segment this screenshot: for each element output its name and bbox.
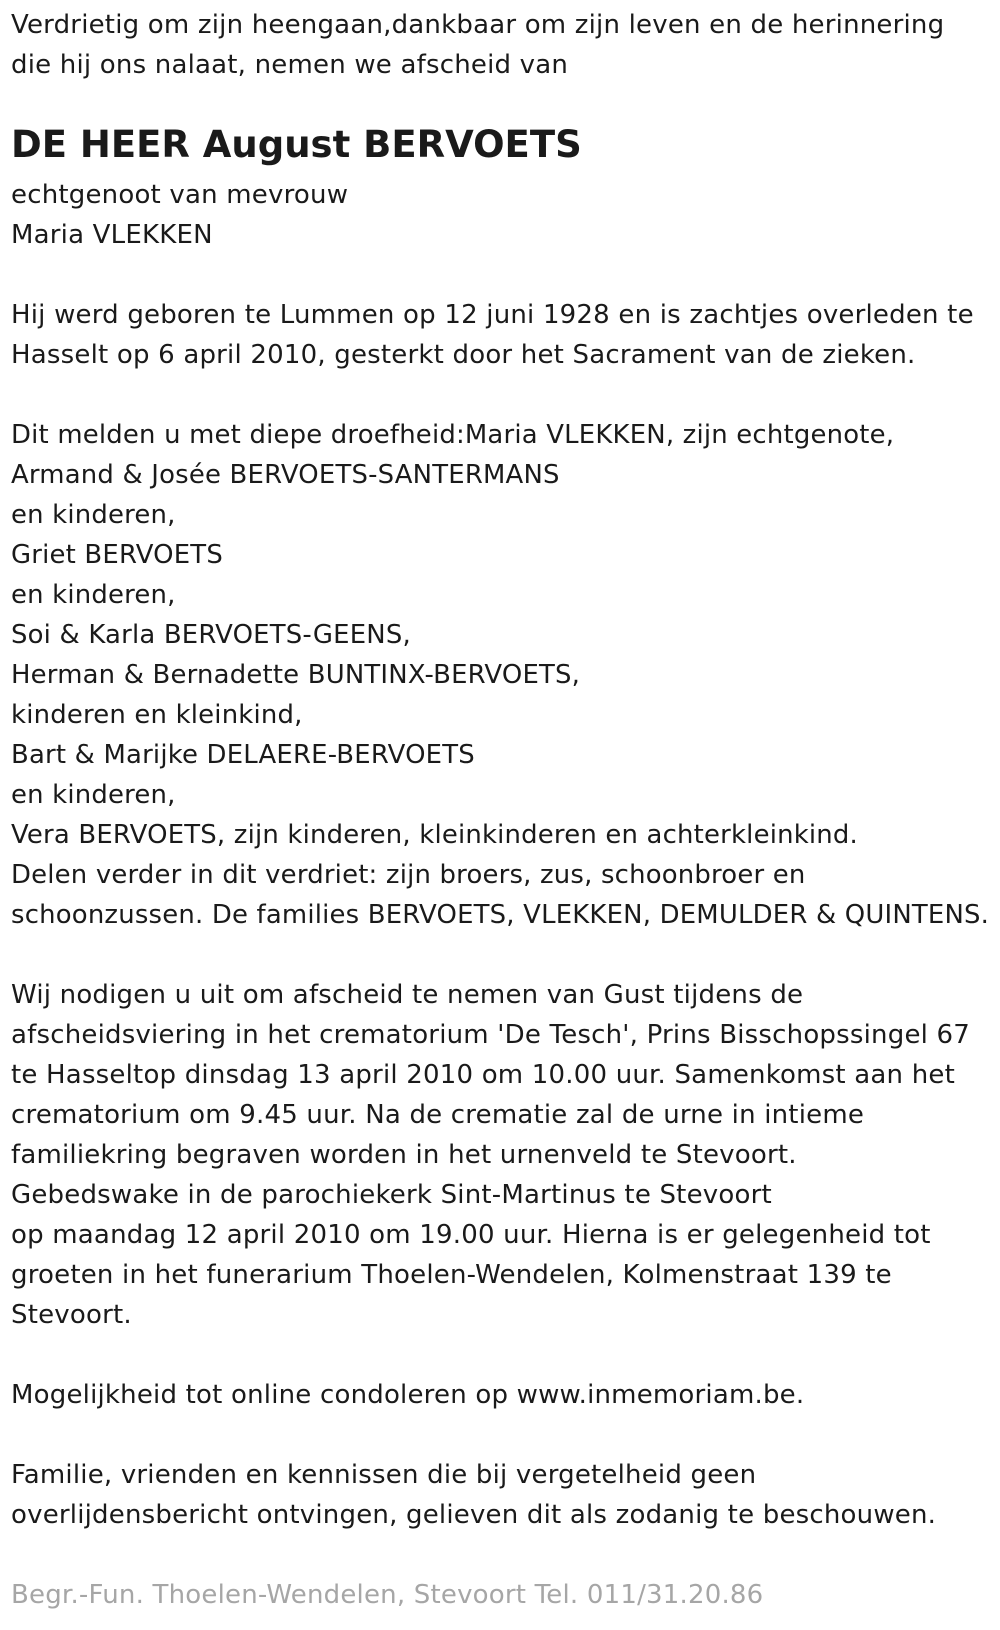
intro-line: Verdrietig om zijn heengaan,dankbaar om zijn leven en de herinnering: [11, 10, 945, 40]
funeral-home-footer: Begr.-Fun. Thoelen-Wendelen, Stevoort Tel. 011/31.20.86: [11, 1580, 764, 1610]
online-condolence-paragraph: [11, 1375, 804, 1415]
spouse-paragraph: [11, 175, 348, 255]
spouse-line: Maria VLEKKEN: [11, 220, 213, 250]
service-line: te Hasseltop dinsdag 13 april 2010 om 10.00 uur. Samenkomst aan het: [11, 1060, 955, 1090]
notice-line: overlijdensbericht ontvingen, gelieven dit als zodanig te beschouwen.: [11, 1500, 937, 1530]
notice-line: Familie, vrienden en kennissen die bij vergetelheid geen: [11, 1460, 757, 1490]
family-line: Soi & Karla BERVOETS-GEENS,: [11, 620, 411, 650]
family-line: kinderen en kleinkind,: [11, 700, 303, 730]
birth-death-line: Hasselt op 6 april 2010, gesterkt door het Sacrament van de zieken.: [11, 340, 916, 370]
family-line: en kinderen,: [11, 500, 176, 530]
service-line: crematorium om 9.45 uur. Na de crematie zal de urne in intieme: [11, 1100, 865, 1130]
spouse-line: echtgenoot van mevrouw: [11, 180, 349, 210]
family-paragraph: [11, 415, 993, 935]
service-line: groeten in het funerarium Thoelen-Wendelen, Kolmenstraat 139 te: [11, 1260, 892, 1290]
service-line: op maandag 12 april 2010 om 19.00 uur. Hierna is er gelegenheid tot: [11, 1220, 931, 1250]
family-line: en kinderen,: [11, 580, 176, 610]
family-line: en kinderen,: [11, 780, 176, 810]
family-line: schoonzussen. De families BERVOETS, VLEKKEN, DEMULDER & QUINTENS.: [11, 900, 990, 930]
intro-line: die hij ons nalaat, nemen we afscheid van: [11, 50, 569, 80]
family-line: Vera BERVOETS, zijn kinderen, kleinkinderen en achterkleinkind.: [11, 820, 858, 850]
family-line: Herman & Bernadette BUNTINX-BERVOETS,: [11, 660, 581, 690]
family-line: Armand & Josée BERVOETS-SANTERMANS: [11, 460, 560, 490]
deceased-name-heading: DE HEER August BERVOETS: [11, 123, 582, 166]
service-line: Gebedswake in de parochiekerk Sint-Martinus te Stevoort: [11, 1180, 772, 1210]
family-line: Delen verder in dit verdriet: zijn broers, zus, schoonbroer en: [11, 860, 806, 890]
online-condolence-line: Mogelijkheid tot online condoleren op www.inmemoriam.be.: [11, 1380, 805, 1410]
service-line: Stevoort.: [11, 1300, 132, 1330]
service-line: Wij nodigen u uit om afscheid te nemen van Gust tijdens de: [11, 980, 804, 1010]
family-line: Dit melden u met diepe droefheid:Maria VLEKKEN, zijn echtgenote,: [11, 420, 895, 450]
birth-death-line: Hij werd geboren te Lummen op 12 juni 1928 en is zachtjes overleden te: [11, 300, 974, 330]
intro-paragraph: [11, 5, 944, 85]
family-line: Bart & Marijke DELAERE-BERVOETS: [11, 740, 475, 770]
service-paragraph: [11, 975, 970, 1335]
family-line: Griet BERVOETS: [11, 540, 223, 570]
notice-paragraph: [11, 1455, 936, 1535]
service-line: familiekring begraven worden in het urnenveld te Stevoort.: [11, 1140, 797, 1170]
service-line: afscheidsviering in het crematorium 'De Tesch', Prins Bisschopssingel 67: [11, 1020, 971, 1050]
birth-death-paragraph: [11, 295, 974, 375]
